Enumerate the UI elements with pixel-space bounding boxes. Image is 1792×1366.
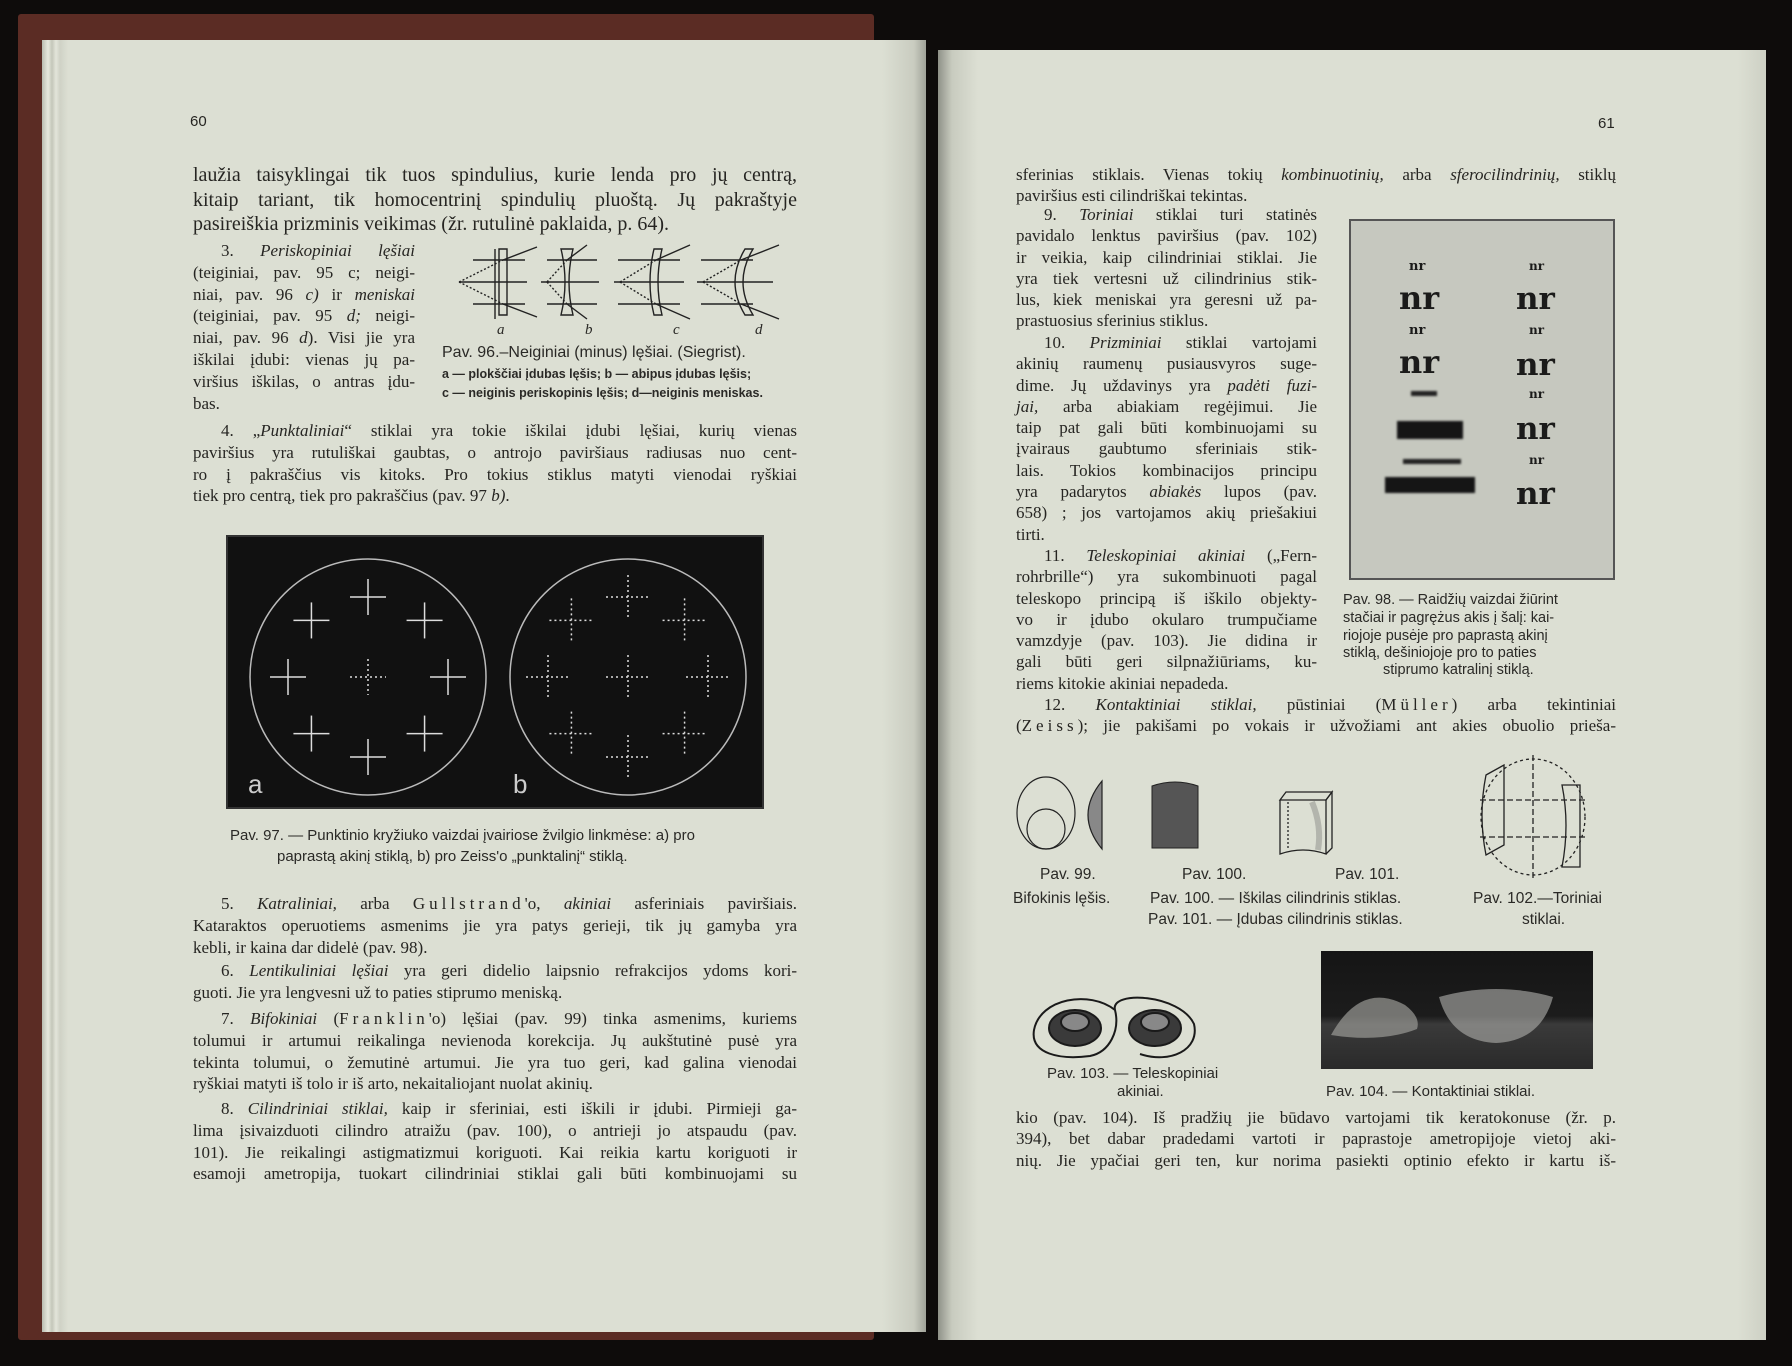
italic-term: Punktaliniai: [260, 421, 345, 440]
text-line: [193, 937, 797, 959]
text-line: [193, 485, 797, 507]
text-line: [1016, 1128, 1616, 1149]
text-run: ); jie pakišami po vokais ir užvožiami ant akies obuolio prieša-: [1077, 716, 1616, 736]
text-run: kebli, ir kaina dar didelė (pav. 98).: [193, 937, 428, 957]
lens-diagram-c: [614, 245, 690, 319]
italic-term: d: [299, 328, 308, 348]
text-run: lima įsivaizduoti cilindro atraižu (pav. 100), o antrieji jo atspaudu (pav.: [193, 1120, 797, 1140]
text-run: sferinias stiklais. Vienas tokių: [1016, 165, 1282, 184]
italic-term: Bifokiniai: [250, 1009, 318, 1028]
paragraph: [1016, 164, 1616, 207]
fig97-caption: Pav. 97. — Punktinio kryžiuko vaizdai įvairiose žvilgio linkmėse: a) pro: [230, 827, 695, 844]
text-run: arba: [1383, 165, 1451, 184]
text-line: [193, 982, 797, 1004]
text-run: 9.: [1044, 205, 1080, 224]
text-line: [1016, 630, 1317, 651]
text-run: pasireiškia prizminis veikimas (žr. rutulinė paklaida, p. 64).: [193, 213, 669, 235]
fig96-label-b: b: [585, 322, 593, 338]
text-line: [1016, 524, 1317, 545]
spaced-name: Franklin: [339, 1009, 429, 1028]
fig100-caption: Pav. 100. — Iškilas cilindrinis stiklas.: [1150, 890, 1402, 907]
text-line: [1016, 164, 1616, 185]
text-line: [1016, 204, 1317, 225]
spaced-name: Müller: [1381, 695, 1452, 714]
text-run: vo ir įdubo okularo trumpučiame: [1016, 609, 1317, 629]
text-line: [1016, 694, 1616, 715]
text-line: [193, 960, 797, 982]
text-run: vamzdyje (pav. 103). Jie didina ir: [1016, 631, 1317, 651]
text-run: 11.: [1044, 546, 1087, 565]
text-line: [1016, 225, 1317, 246]
text-run: 658) ; jos vartojamos akių priešakiui: [1016, 503, 1317, 523]
text-line: [1016, 396, 1317, 417]
text-line: [193, 327, 415, 349]
fig97-label-b: b: [513, 769, 528, 799]
paragraph: [193, 240, 415, 414]
italic-term: Cilindriniai stiklai,: [247, 1099, 388, 1118]
text-run: rohrbrille“) yra sukombinuoti pagal: [1016, 567, 1317, 587]
italic-term: Teleskopiniai akiniai: [1086, 546, 1246, 565]
text-line: [1016, 566, 1317, 587]
text-line: [193, 393, 415, 415]
italic-term: akiniai: [563, 894, 612, 913]
fig103-caption: Pav. 103. — Teleskopiniai: [1047, 1065, 1219, 1082]
fig102-caption: Pav. 102.—Toriniai: [1473, 890, 1602, 907]
text-line: [1016, 289, 1317, 310]
text-run: lus, kiek meniskai yra geresni už pa-: [1016, 290, 1317, 310]
text-run: 8.: [221, 1099, 248, 1118]
italic-term: Katraliniai,: [257, 894, 337, 913]
text-line: [1016, 673, 1317, 694]
text-line: [193, 188, 797, 213]
text-line: [193, 1163, 797, 1185]
italic-term: c): [305, 284, 319, 304]
text-run: gali būti geri silpnažiūriams, ku-: [1016, 652, 1317, 672]
text-line: [1016, 247, 1317, 268]
text-run: neigi-: [360, 306, 416, 326]
fig99-caption: Bifokinis lęšis.: [1013, 890, 1111, 907]
italic-term: meniskai: [354, 284, 415, 304]
fig96-caption: Pav. 96.–Neiginiai (minus) lęšiai. (Siegrist).: [442, 344, 746, 361]
text-line: [1016, 375, 1317, 396]
fig98-blurred-letters: [1385, 477, 1475, 493]
paragraph: [193, 960, 797, 1004]
text-run: (: [317, 1009, 340, 1028]
italic-term: sferocilindrinių,: [1450, 165, 1560, 184]
text-line: [193, 163, 797, 188]
fig97-image: [226, 535, 764, 809]
fig96-legend-line: a — plokščiai įdubas lęšis; b — abipus įdubas lęšis;: [442, 367, 752, 381]
text-run: paviršius esti cilindriškai tekintas.: [1016, 186, 1248, 206]
text-run: įvairaus gaubtumo sferiniais stik-: [1016, 439, 1317, 459]
text-run: nių. Jie ypačiai geri ten, kur norima pasiekti optinio efekto ir kartu iš-: [1016, 1150, 1616, 1170]
text-line: [1016, 1150, 1616, 1171]
text-run: kaip ir sferiniai, esti iškili ir įdubi. Pirmieji ga-: [387, 1099, 798, 1118]
fig101-caption: Pav. 101. — Įdubas cilindrinis stiklas.: [1148, 911, 1403, 928]
text-run: 10.: [1044, 333, 1090, 352]
page-number: 61: [1598, 115, 1615, 132]
fig98-caption: stiklą, dešiniojoje pro to paties: [1343, 645, 1537, 661]
italic-term: Lentikuliniai lęšiai: [249, 961, 389, 980]
text-line: [193, 420, 797, 442]
text-line: [1016, 332, 1317, 353]
text-line: [1016, 310, 1317, 331]
fig98-letters: nr: [1529, 259, 1545, 273]
text-line: [1016, 715, 1616, 736]
text-line: [193, 262, 415, 284]
text-run: niai, pav. 96: [193, 284, 306, 304]
paragraph: [193, 1098, 797, 1185]
fig98-caption: stačiai ir pagrężus akis į šalį: kai-: [1343, 610, 1555, 626]
fig98-image: [1349, 219, 1615, 580]
text-line: [193, 349, 415, 371]
text-run: pūstiniai (: [1256, 695, 1382, 714]
fig98-letters: nr: [1409, 323, 1426, 338]
paragraph: [193, 1008, 797, 1095]
text-run: prastuosius sferinius stiklus.: [1016, 311, 1209, 331]
text-run: asferiniais paviršiais.: [611, 894, 797, 913]
text-line: [1016, 460, 1317, 481]
text-run: 101). Jie reikalingi astigmatizmui koriguoti. Kai reikia kartu koriguoti ir: [193, 1142, 797, 1162]
fig96-lens-diagrams: [455, 245, 785, 330]
text-run: teleskopo principą iš iškilo objekty-: [1016, 588, 1317, 608]
italic-term: abiakės: [1149, 482, 1202, 502]
fig96-label-a: a: [497, 322, 505, 338]
text-line: [193, 212, 797, 237]
text-run: (teiginiai, pav. 95 c; neigi-: [193, 262, 415, 282]
text-run: ) arba tekintiniai: [1451, 695, 1616, 714]
italic-term: padėti fuzi-: [1227, 375, 1317, 395]
fig96-label-c: c: [673, 322, 680, 338]
text-run: esamoji ametropija, tuokart cilindriniai stiklai gali būti kombinuojami su: [193, 1164, 797, 1184]
text-run: lais. Tokios kombinacijos principu: [1016, 460, 1317, 480]
italic-term: Toriniai: [1079, 205, 1134, 224]
text-line: [1016, 588, 1317, 609]
text-run: („Fern-: [1245, 546, 1317, 565]
page-number: 60: [190, 113, 207, 130]
fig98-letters: nr: [1399, 279, 1440, 317]
contact-lens-bowl: [1439, 989, 1553, 1043]
spaced-name: Gullstrand: [412, 894, 525, 913]
text-line: [1016, 1107, 1616, 1128]
paragraph: [1016, 1107, 1616, 1171]
fig98-letters: nr: [1529, 387, 1545, 401]
text-run: 5.: [221, 894, 258, 913]
fig100-convex-cylinder-drawing: [1150, 780, 1200, 850]
fig98-caption: riojoje pusėje pro paprastą akinį: [1343, 628, 1548, 644]
text-run: riems kitokie akiniai nepadeda.: [1016, 673, 1229, 693]
fig104-caption: Pav. 104. — Kontaktiniai stiklai.: [1326, 1083, 1535, 1100]
text-line: [193, 1120, 797, 1142]
lens-diagram-d: [697, 245, 779, 319]
text-line: [1016, 609, 1317, 630]
text-run: (teiginiai, pav. 95: [193, 306, 347, 326]
text-line: [193, 893, 797, 915]
fig100-label: Pav. 100.: [1182, 866, 1247, 883]
text-line: [193, 464, 797, 486]
italic-term: kombinuotinių,: [1281, 165, 1384, 184]
fig96-label-d: d: [755, 322, 763, 338]
text-run: 3.: [221, 241, 261, 260]
text-line: [193, 1052, 797, 1074]
italic-term: Periskopiniai lęšiai: [260, 241, 415, 260]
fig98-letters: nr: [1516, 347, 1555, 383]
text-run: stiklai vartojami: [1161, 333, 1318, 352]
text-run: kitaip tariant, tik homocentrinį spindulių pluoštą. Jų pakraštyje: [193, 188, 797, 211]
text-run: yra padarytos: [1016, 482, 1150, 502]
text-run: iškilai įdubi: vienas jų pa-: [193, 349, 415, 369]
text-line: [1016, 502, 1317, 523]
text-line: [1016, 353, 1317, 374]
text-run: stiklai turi statinės: [1133, 205, 1318, 224]
italic-term: d;: [346, 306, 361, 326]
text-line: [193, 1008, 797, 1030]
paragraph: [193, 420, 797, 507]
italic-term: Kontaktiniai stiklai,: [1095, 695, 1257, 714]
fig101-label: Pav. 101.: [1335, 866, 1400, 883]
lens-diagram-a: [459, 247, 537, 319]
text-run: viršius iškilas, o antras įdu-: [193, 371, 415, 391]
text-run: paviršius yra rutuliškai gaubtas, o antrojo paviršiaus radiusas nuo cent-: [193, 442, 797, 462]
text-run: tolumui ir artumui reikalinga nevienoda korekcija. Jų aukštutinė pusė yra: [193, 1030, 797, 1050]
text-line: [193, 1098, 797, 1120]
text-run: ir veikia, kaip cilindriniai stiklai. Jie: [1016, 247, 1317, 267]
fig98-caption: stiprumo katralinį stiklą.: [1383, 662, 1534, 678]
text-run: niai, pav. 96: [193, 328, 300, 348]
fig98-letters: nr: [1516, 411, 1555, 447]
text-run: arba abiakiam regėjimui. Jie: [1038, 396, 1317, 416]
text-run: tekinta tolumui, o žemutinė artumui. Jie yra tuo geri, kad galina vienodai: [193, 1052, 797, 1072]
text-line: [193, 305, 415, 327]
paragraph: [193, 893, 797, 958]
text-run: tiek pro centrą, tiek pro pakraščius (pav. 97: [193, 486, 492, 506]
text-run: yra tiek vertesni už cilindrinius stik-: [1016, 268, 1317, 288]
text-run: 'o) lęšiai (pav. 99) tinka asmenims, kuriems: [428, 1009, 797, 1028]
fig102-caption: stiklai.: [1522, 911, 1566, 928]
text-run: arba: [336, 894, 413, 913]
fig102-toric-lens-drawing: [1478, 755, 1588, 880]
text-line: [193, 284, 415, 306]
text-run: 6.: [221, 961, 250, 980]
text-run: 12.: [1044, 695, 1096, 714]
text-run: taip pat gali būti kombinuojami su: [1016, 418, 1317, 438]
text-run: dime. Jų uždavinys yra: [1016, 375, 1228, 395]
text-run: yra geri didelio laipsnio refrakcijos ydoms kori-: [388, 961, 798, 980]
fig99-label: Pav. 99.: [1040, 866, 1096, 883]
italic-term: jai,: [1016, 396, 1039, 416]
italic-term: b): [491, 486, 506, 506]
paragraph: [1016, 545, 1317, 694]
fig98-letters: nr: [1399, 343, 1440, 381]
paragraph: [1016, 694, 1616, 737]
text-run: ro į pakraščius vis kitoks. Pro tokius stiklus matyti vienodai ryškiai: [193, 464, 797, 484]
text-run: stiklų: [1559, 165, 1616, 184]
paragraph: [193, 163, 797, 237]
fig98-blurred-letters: [1411, 391, 1437, 396]
text-run: ). Visi jie yra: [307, 328, 415, 348]
fig103-telescopic-glasses-drawing: [1030, 990, 1200, 1065]
text-run: Kataraktos operuotiems asmenims jie yra patys gerieji, tik jų gamyba yra: [193, 915, 797, 935]
spaced-name: Zeiss: [1021, 716, 1078, 736]
fig97-label-a: a: [248, 769, 263, 799]
fig103-caption: akiniai.: [1117, 1083, 1164, 1100]
text-run: bas.: [193, 393, 220, 413]
text-run: pavidalo lenktus paviršius (pav. 102): [1016, 226, 1317, 246]
fig97-caption: paprastą akinį stiklą, b) pro Zeiss'o „punktalinį“ stiklą.: [277, 848, 628, 865]
fig104-contact-lens-photo: [1321, 951, 1593, 1069]
text-run: 7.: [221, 1009, 251, 1028]
contact-lens-shell: [1331, 998, 1418, 1038]
text-run: 'o,: [524, 894, 564, 913]
text-run: laužia taisyklingai tik tuos spindulius, kurie lenda pro jų centrą,: [193, 164, 797, 186]
fig98-caption: Pav. 98. — Raidžių vaizdai žiūrint: [1343, 592, 1558, 608]
fig96-legend-line: c — neiginis periskopinis lęšis; d—neiginis meniskas.: [442, 386, 763, 400]
text-run: “ stiklai yra tokie iškilai įdubi lęšiai, kurių vienas: [344, 421, 797, 440]
text-run: tirti.: [1016, 524, 1045, 544]
text-run: .: [505, 486, 510, 506]
lens-diagram-b: [541, 245, 599, 319]
paragraph: [1016, 332, 1317, 545]
text-run: kio (pav. 104). Iš pradžių jie būdavo vartojami tik keratokonuse (žr. p.: [1016, 1108, 1616, 1127]
text-line: [193, 1030, 797, 1052]
italic-term: Prizminiai: [1089, 333, 1162, 352]
fig98-letters: nr: [1409, 259, 1426, 274]
text-run: akinių raumenų pusiausvyros suge-: [1016, 354, 1317, 374]
text-run: 394), bet dabar pradedami vartoti ir paprastoje ametropijoje vietoj aki-: [1016, 1129, 1616, 1149]
text-run: lupos (pav.: [1201, 482, 1317, 502]
text-line: [1016, 417, 1317, 438]
text-run: ryškiai matyti iš tolo ir iš arto, nekaitaliojant nuolat akinių.: [193, 1074, 593, 1094]
text-line: [1016, 545, 1317, 566]
text-line: [193, 371, 415, 393]
paragraph: [1016, 204, 1317, 332]
fig101-concave-cylinder-drawing: [1278, 790, 1334, 858]
text-line: [193, 1142, 797, 1164]
text-run: guoti. Jie yra lengvesni už to paties stiprumo meniską.: [193, 982, 563, 1002]
fig99-bifocal-lens-drawing: [1016, 775, 1106, 855]
fig98-blurred-letters: [1403, 459, 1461, 464]
fig98-letters: nr: [1529, 323, 1545, 337]
text-line: [1016, 651, 1317, 672]
text-line: [1016, 481, 1317, 502]
fig98-blurred-letters: [1397, 421, 1463, 439]
text-line: [193, 1073, 797, 1095]
text-run: (: [1016, 716, 1022, 736]
text-line: [1016, 268, 1317, 289]
text-line: [1016, 438, 1317, 459]
text-line: [193, 442, 797, 464]
text-line: [193, 915, 797, 937]
text-line: [193, 240, 415, 262]
fig98-letters: nr: [1516, 476, 1555, 512]
text-run: 4. „: [221, 421, 261, 440]
text-run: ir: [318, 284, 355, 304]
fig98-letters: nr: [1529, 453, 1545, 467]
fig98-letters: nr: [1516, 281, 1555, 317]
